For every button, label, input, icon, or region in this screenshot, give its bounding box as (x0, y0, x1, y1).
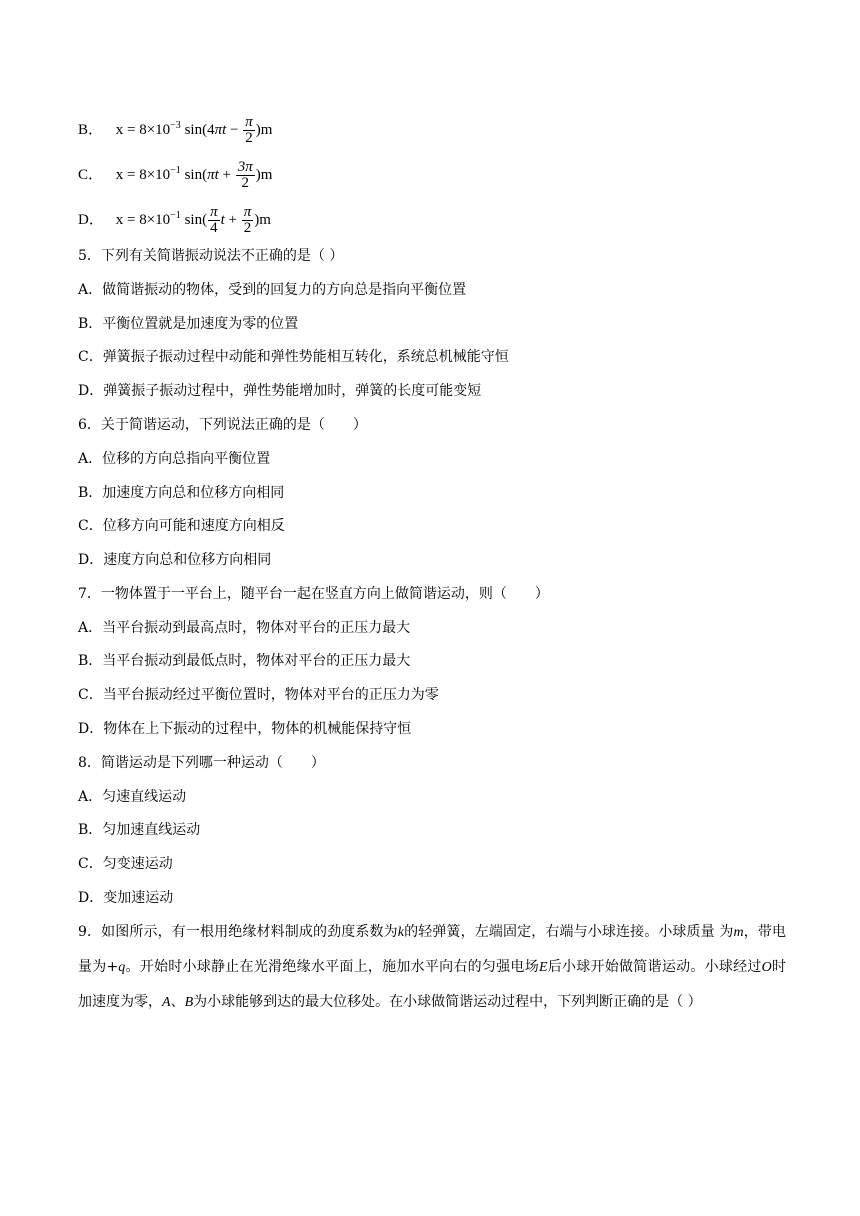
fraction: $\frac{\pi}{2}$ (243, 204, 252, 236)
q7-option-b: B．当平台振动到最低点时，物体对平台的正压力最大 (78, 653, 411, 669)
q6-stem: 6．关于简谐运动，下列说法正确的是（ ） (78, 417, 367, 433)
q6-option-d: D．速度方向总和位移方向相同 (78, 552, 272, 568)
q4-option-c: C． $x = 8\times 10^{-1}$ sin(πt + $\frac{3\pi}{2}$ )m (78, 159, 273, 191)
q7-option-a: A．当平台振动到最高点时，物体对平台的正压力最大 (78, 620, 411, 636)
q7-option-c: C．当平台振动经过平衡位置时，物体对平台的正压力为零 (78, 687, 439, 703)
q5-stem: 5．下列有关简谐振动说法不正确的是（ ） (78, 248, 344, 264)
q7-option-d: D．物体在上下振动的过程中，物体的机械能保持守恒 (78, 721, 412, 737)
q6-option-c: C．位移方向可能和速度方向相反 (78, 518, 285, 534)
q8-option-d: D．变加速运动 (78, 890, 174, 906)
q5-option-d: D．弹簧振子振动过程中，弹性势能增加时，弹簧的长度可能变短 (78, 383, 482, 399)
fraction: $\frac{\pi}{2}$ (245, 114, 253, 146)
q8-option-b: B．匀加速直线运动 (78, 822, 201, 838)
q7-stem: 7．一物体置于一平台上，随平台一起在竖直方向上做简谐运动，则（ ） (78, 586, 549, 602)
fraction: $\frac{\pi}{4}$ (210, 204, 218, 236)
q6-option-b: B．加速度方向总和位移方向相同 (78, 485, 285, 501)
q9-stem: 9．如图所示，有一根用绝缘材料制成的劲度系数为k的轻弹簧，左端固定，右端与小球连接。小球质量 为m，带电量为+q。开始时小球静止在光滑绝缘水平面上，施加水平向右的匀强电场E后小球开始做简谐运动。小球经过O时加速度为零，A、B为小球能够到达的最大位移处。在小球做简谐运动过程中，下列判断正确的是（ ） (78, 924, 787, 1010)
q5-option-b: B．平衡位置就是加速度为零的位置 (78, 316, 299, 332)
fraction: $\frac{3\pi}{2}$ (237, 159, 253, 191)
q6-option-a: A．位移的方向总指向平衡位置 (78, 451, 271, 467)
q8-option-a: A．匀速直线运动 (78, 789, 187, 805)
q5-option-c: C．弹簧振子振动过程中动能和弹性势能相互转化，系统总机械能守恒 (78, 349, 509, 365)
q4-option-d: D． $x = 8\times 10^{-1}$ sin( $\frac{\pi}{4}$ t + $\frac{\pi}{2}$ )m (78, 204, 271, 236)
q8-option-c: C．匀变速运动 (78, 856, 173, 872)
q5-option-a: A．做简谐振动的物体，受到的回复力的方向总是指向平衡位置 (78, 282, 467, 298)
q4-option-b: B． $x = 8\times 10^{-3}$ sin(4πt − $\frac{\pi}{2}$ )m (78, 114, 273, 146)
q8-stem: 8．简谐运动是下列哪一种运动（ ） (78, 755, 325, 771)
